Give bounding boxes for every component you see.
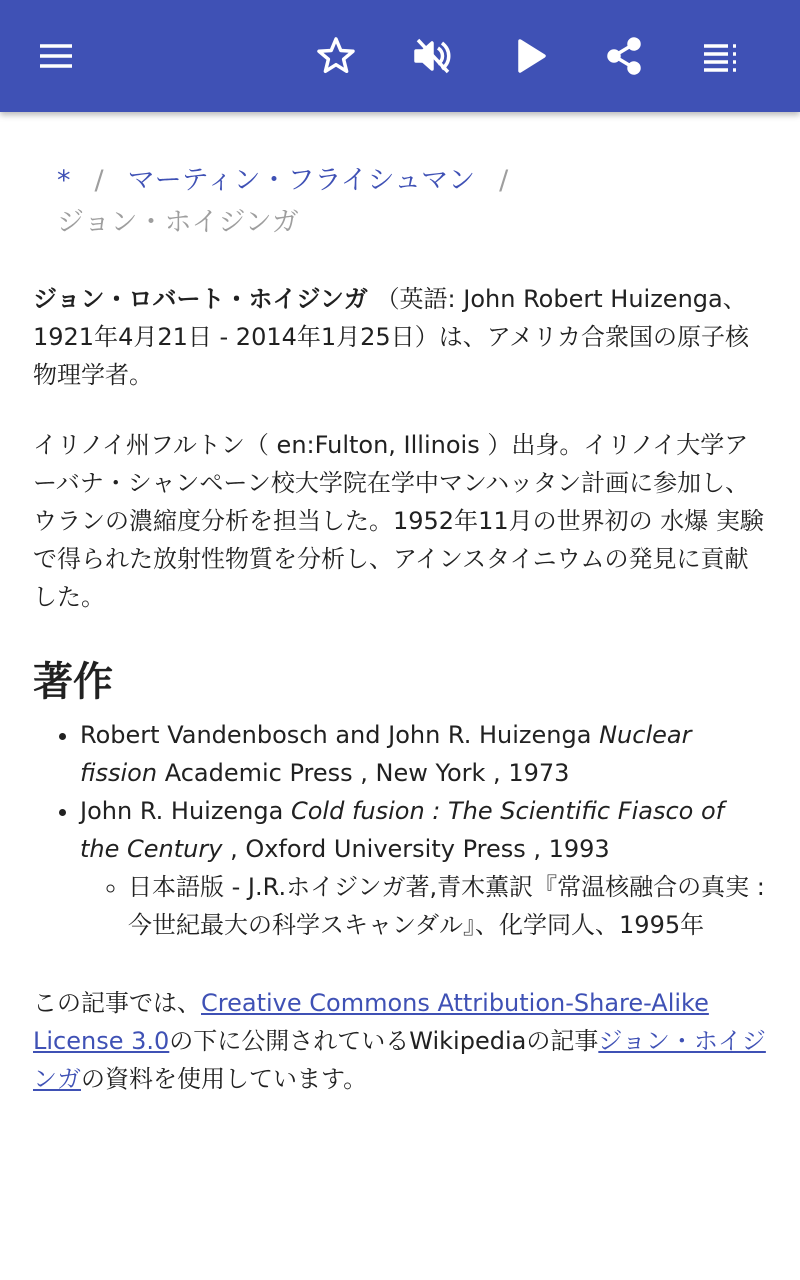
breadcrumb-separator: / [94, 165, 104, 196]
mute-button[interactable] [404, 28, 460, 84]
share-button[interactable] [596, 28, 652, 84]
works-heading: 著作 [33, 659, 113, 705]
license-paragraph: この記事では、Creative Commons Attribution-Share-Alike License 3.0の下に公開されているWikipediaの記事ジョン・ホイジンガの資料を使用しています。 [33, 989, 766, 1093]
breadcrumb-parent[interactable]: マーティン・フライシュマン [127, 165, 476, 196]
breadcrumb-separator: / [499, 165, 509, 196]
breadcrumb [57, 160, 768, 244]
list-icon [698, 34, 742, 78]
volume-off-icon [410, 34, 454, 78]
source-article-link[interactable]: ジョン・ホイジンガ [33, 1027, 766, 1093]
menu-button[interactable] [28, 28, 84, 84]
translation-list [80, 868, 768, 944]
intro-paragraph [33, 280, 768, 394]
app-bar [0, 0, 800, 112]
breadcrumb-current: ジョン・ホイジンガ [57, 207, 299, 238]
license-link[interactable]: Creative Commons Attribution-Share-Alike License 3.0 [33, 989, 709, 1055]
star-icon [314, 34, 358, 78]
share-icon [602, 34, 646, 78]
list-item: • Robert Vandenbosch and John R. Huizenga Nuclear fission Academic Press , New York , 1973 [80, 716, 768, 792]
intro-text: （英語: John Robert Huizenga、1921年4月21日 - 2014年1月25日）は、アメリカ合衆国の原子核物理学者。 [33, 285, 750, 389]
bookmark-button[interactable] [308, 28, 364, 84]
article-content [33, 160, 768, 1098]
list-item: ◦ 日本語版 - J.R.ホイジンガ著,青木薫訳『常温核融合の真実 : 今世紀最大の科学スキャンダル』、化学同人、1995年 [128, 868, 768, 944]
list-item: • John R. Huizenga Cold fusion : The Scientific Fiasco of the Century , Oxford University Press , 1993 ◦ 日本語版 - J.R.ホイジンガ著,青木薫訳『常温核融合の真実 : 今世紀最大の科学スキャンダル』、化学同人、1995年 [80, 792, 768, 944]
person-name: ジョン・ロバート・ホイジンガ [33, 285, 368, 313]
breadcrumb-root[interactable]: * [57, 165, 71, 196]
works-list [33, 716, 768, 944]
play-button[interactable] [502, 28, 558, 84]
work-title: Nuclear fission [80, 721, 692, 787]
contents-button[interactable] [692, 28, 748, 84]
menu-icon [34, 34, 78, 78]
work-title: Cold fusion : The Scientific Fiasco of the Century [80, 797, 725, 863]
bio-paragraph: イリノイ州フルトン（ en:Fulton, Illinois ）出身。イリノイ大学アーバナ・シャンペーン校大学院在学中マンハッタン計画に参加し、ウランの濃縮度分析を担当した。1952年11月の世界初の 水爆 実験で得られた放射性物質を分析し、アインスタイニウムの発見に貢献した。 [33, 431, 764, 611]
play-icon [508, 34, 552, 78]
